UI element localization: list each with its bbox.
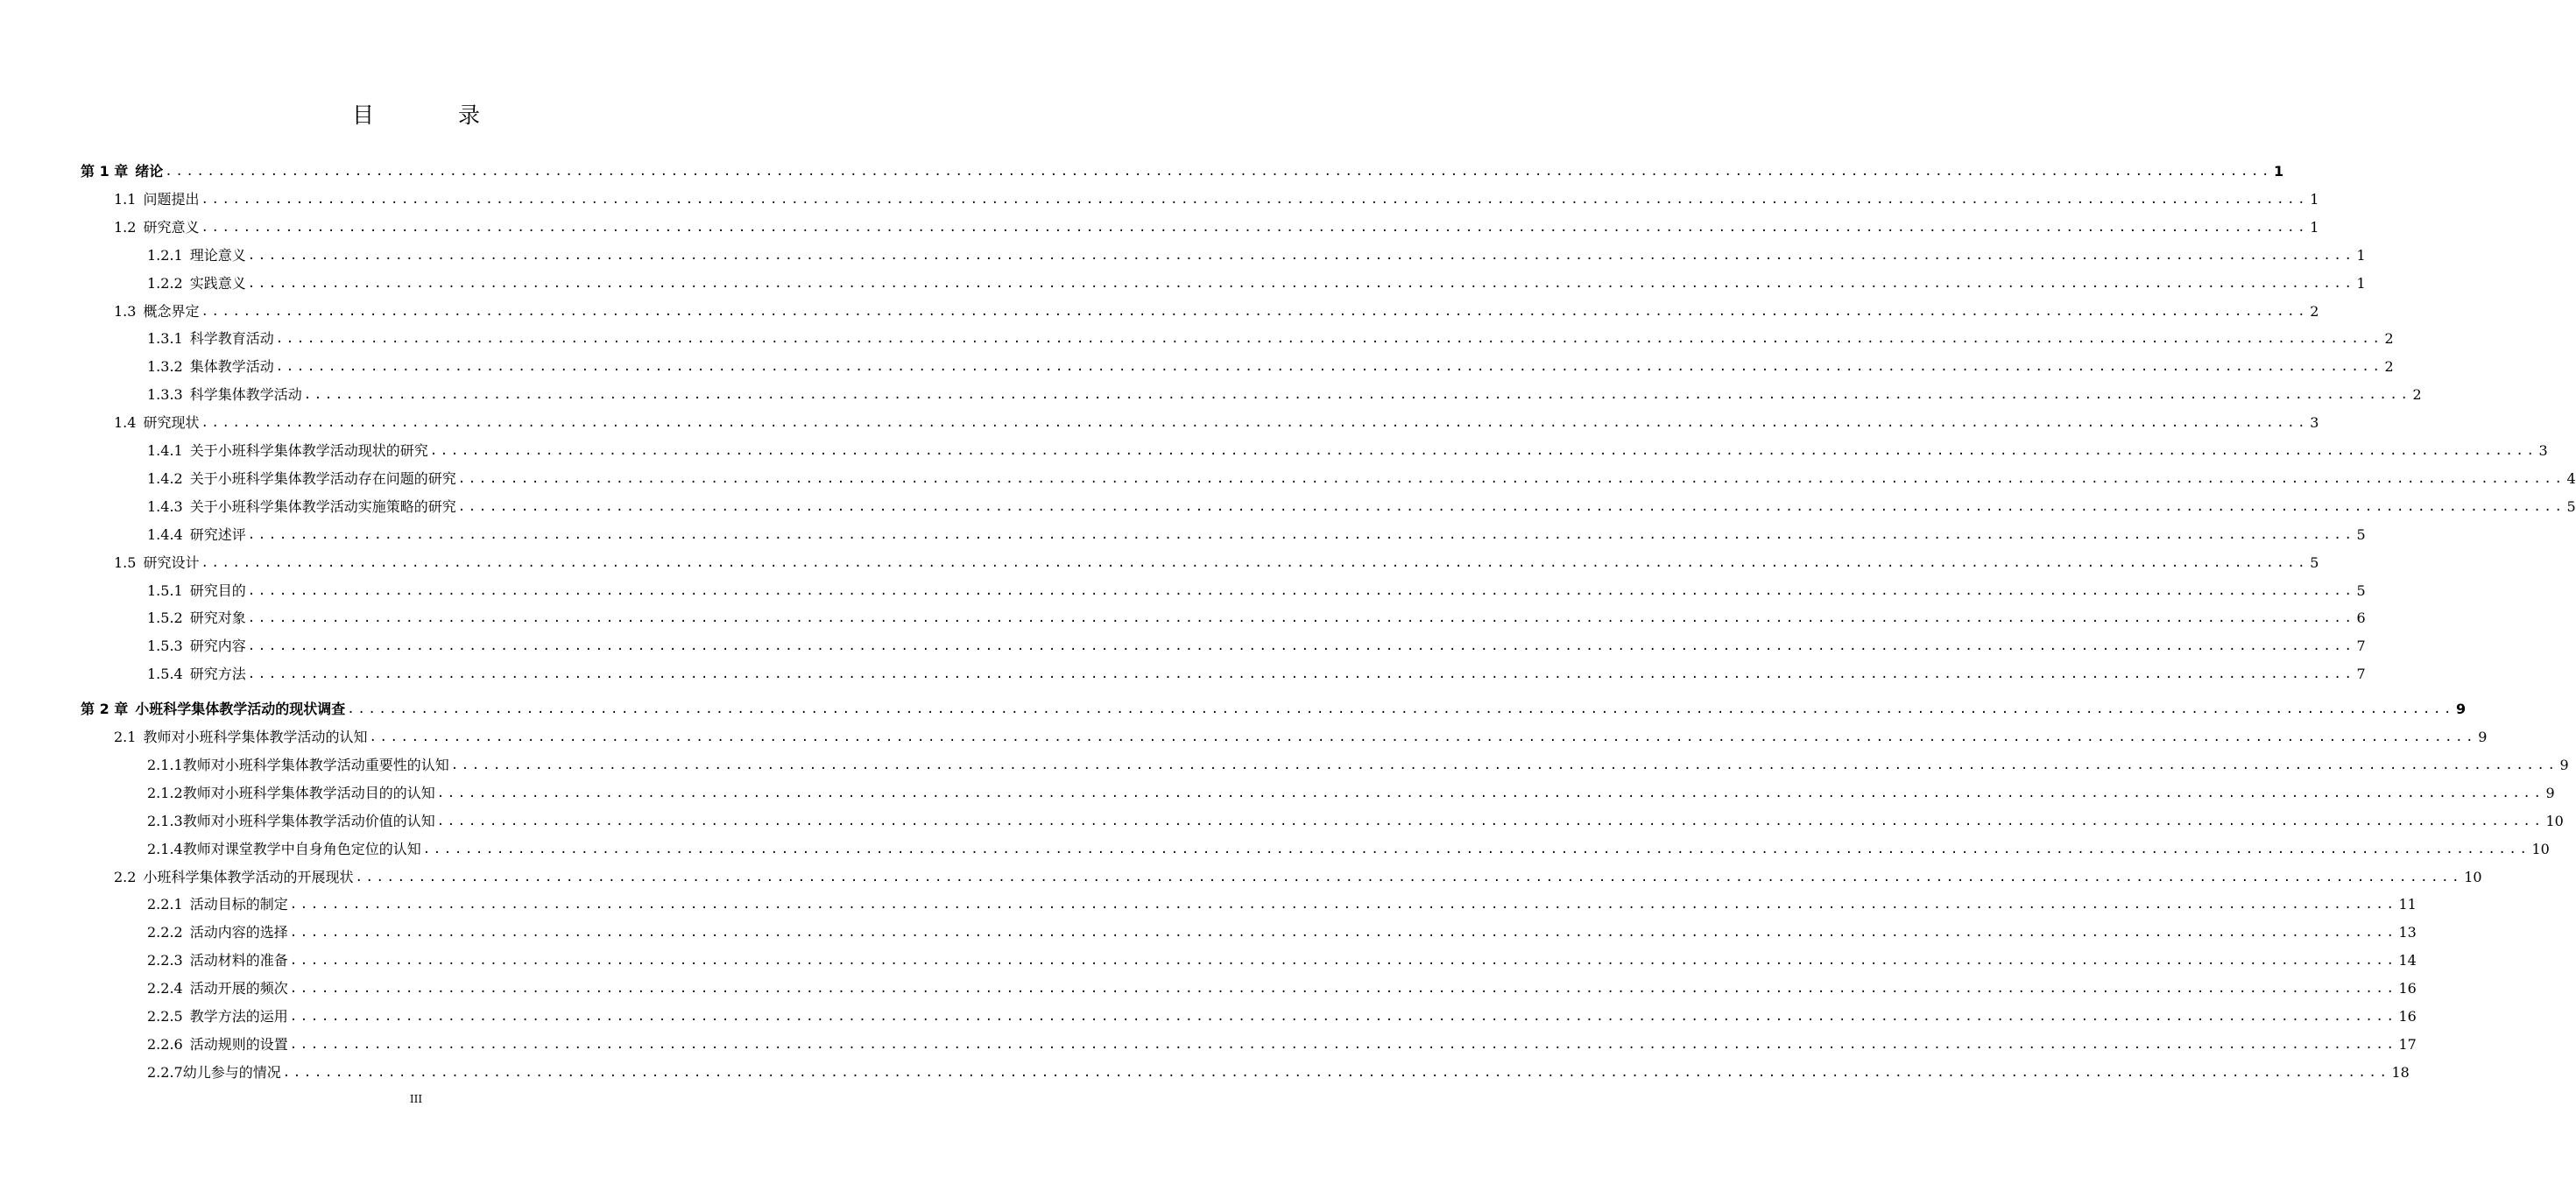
- toc-subsection-entry[interactable]: [147, 242, 2366, 270]
- toc-entry-title: 小班科学集体教学活动的开展现状: [143, 868, 354, 885]
- toc-entry-page-number: 2: [2310, 302, 2319, 320]
- toc-entry-number: 2.2.5: [147, 1008, 183, 1025]
- toc-entry-page-number: 2: [2412, 386, 2422, 404]
- toc-entry-number: 2.2: [114, 868, 137, 885]
- toc-entry-title: 集体教学活动: [189, 358, 274, 376]
- toc-entry-number: 2.1.3: [147, 812, 183, 829]
- toc-section-entry[interactable]: [114, 863, 2482, 892]
- toc-leader-dots: ........................................................................................................................................................................................................: [436, 786, 2544, 800]
- toc-subsection-entry[interactable]: [147, 919, 2417, 947]
- toc-leader-dots: ........................................................................................................................................................................................................: [289, 926, 2397, 941]
- toc-entry-title: 科学教育活动: [189, 330, 274, 348]
- toc-entry-number: 2.2.3: [147, 952, 183, 969]
- toc-entry-number: 1.2: [114, 218, 137, 236]
- toc-subsection-entry[interactable]: [147, 751, 2569, 779]
- toc-subsection-entry[interactable]: [147, 807, 2564, 835]
- toc-entry-number: 1.4.1: [147, 442, 183, 459]
- toc-leader-dots: ........................................................................................................................................................................................................: [347, 702, 2455, 717]
- toc-leader-dots: ........................................................................................................................................................................................................: [201, 555, 2309, 570]
- toc-entry-title: 教师对小班科学集体教学活动目的的认知: [182, 784, 435, 801]
- toc-entry-number: 1.2.1: [147, 246, 183, 264]
- toc-entry-number: 1.5.3: [147, 638, 183, 655]
- toc-entry-page-number: 9: [2545, 784, 2555, 801]
- toc-subsection-entry[interactable]: [147, 891, 2417, 919]
- toc-subsection-entry[interactable]: [147, 270, 2366, 298]
- toc-leader-dots: ........................................................................................................................................................................................................: [247, 639, 2355, 654]
- toc-entry-number: 1.1: [114, 190, 137, 208]
- toc-subsection-entry[interactable]: [147, 632, 2366, 660]
- toc-entry-title: 绪论: [135, 163, 164, 180]
- toc-entry-number: 1.3.1: [147, 330, 183, 348]
- toc-leader-dots: ........................................................................................................................................................................................................: [275, 360, 2383, 375]
- toc-entry-page-number: 13: [2398, 924, 2417, 941]
- toc-entry-number: 1.4.3: [147, 497, 183, 515]
- toc-leader-dots: ........................................................................................................................................................................................................: [201, 192, 2309, 207]
- toc-entry-page-number: 3: [2310, 414, 2319, 432]
- toc-subsection-entry[interactable]: [147, 577, 2366, 605]
- toc-leader-dots: ........................................................................................................................................................................................................: [422, 842, 2530, 856]
- toc-entry-page-number: 3: [2538, 442, 2548, 459]
- toc-entry-title: 关于小班科学集体教学活动实施策略的研究: [189, 497, 456, 515]
- toc-entry-page-number: 11: [2398, 896, 2417, 913]
- toc-leader-dots: ........................................................................................................................................................................................................: [247, 583, 2355, 598]
- toc-entry-number: 2.2.4: [147, 980, 183, 997]
- toc-leader-dots: ........................................................................................................................................................................................................: [275, 332, 2383, 347]
- toc-chapter-entry[interactable]: [81, 158, 2284, 186]
- toc-entry-title: 研究目的: [189, 581, 246, 599]
- toc-entry-page-number: 5: [2310, 553, 2319, 571]
- toc-entry-title: 研究意义: [143, 218, 200, 236]
- toc-subsection-entry[interactable]: [147, 521, 2366, 549]
- toc-entry-title: 科学集体教学活动: [189, 386, 302, 404]
- toc-leader-dots: ........................................................................................................................................................................................................: [201, 304, 2309, 319]
- toc-entry-title: 教师对小班科学集体教学活动重要性的认知: [182, 756, 449, 773]
- toc-leader-dots: ........................................................................................................................................................................................................: [457, 471, 2565, 486]
- toc-entry-title: 研究述评: [189, 525, 246, 543]
- toc-entry-page-number: 5: [2356, 525, 2366, 543]
- toc-entry-title: 活动开展的频次: [189, 980, 288, 997]
- toc-section-entry[interactable]: [114, 409, 2319, 437]
- toc-entry-title: 关于小班科学集体教学活动现状的研究: [189, 442, 428, 459]
- toc-subsection-entry[interactable]: [147, 325, 2394, 353]
- toc-entry-title: 研究现状: [143, 414, 200, 432]
- toc-entry-page-number: 9: [2456, 701, 2467, 718]
- toc-subsection-entry[interactable]: [147, 660, 2366, 688]
- toc-entry-page-number: 6: [2356, 610, 2366, 627]
- toc-entry-title: 研究对象: [189, 610, 246, 627]
- toc-subsection-entry[interactable]: [147, 1003, 2417, 1031]
- toc-entry-page-number: 10: [2464, 868, 2482, 885]
- toc-entry-number: 1.5: [114, 553, 137, 571]
- toc-leader-dots: ........................................................................................................................................................................................................: [289, 898, 2397, 913]
- toc-entry-page-number: 4: [2566, 469, 2576, 487]
- toc-entry-page-number: 10: [2545, 812, 2564, 829]
- toc-subsection-entry[interactable]: [147, 1059, 2410, 1087]
- toc-entry-title: 活动材料的准备: [189, 952, 288, 969]
- footer-page-number: III: [409, 1093, 423, 1105]
- toc-subsection-entry[interactable]: [147, 604, 2366, 632]
- toc-entry-number: 1.4: [114, 414, 137, 432]
- toc-subsection-entry[interactable]: [147, 779, 2555, 807]
- toc-section-entry[interactable]: [114, 214, 2319, 242]
- toc-entry-title: 教师对小班科学集体教学活动的认知: [143, 729, 368, 745]
- toc-entry-title: 问题提出: [143, 190, 200, 208]
- toc-leader-dots: ........................................................................................................................................................................................................: [282, 1065, 2390, 1080]
- toc-subsection-entry[interactable]: [147, 465, 2576, 493]
- toc-subsection-entry[interactable]: [147, 437, 2548, 465]
- toc-subsection-entry[interactable]: [147, 835, 2550, 863]
- toc-entry-title: 关于小班科学集体教学活动存在问题的研究: [189, 469, 456, 487]
- toc-entry-number: 2.1: [114, 729, 137, 745]
- toc-entry-title: 教师对课堂教学中自身角色定位的认知: [182, 840, 421, 857]
- toc-leader-dots: ........................................................................................................................................................................................................: [289, 1010, 2397, 1024]
- toc-entry-page-number: 7: [2356, 666, 2366, 683]
- toc-leader-dots: ........................................................................................................................................................................................................: [201, 220, 2309, 235]
- toc-entry-number: 第 1 章: [81, 163, 129, 180]
- toc-section-entry[interactable]: [114, 549, 2319, 577]
- toc-entry-page-number: 17: [2398, 1035, 2417, 1053]
- toc-leader-dots: ........................................................................................................................................................................................................: [457, 499, 2565, 514]
- toc-entry-page-number: 1: [2310, 190, 2319, 208]
- toc-subsection-entry[interactable]: [147, 947, 2417, 975]
- toc-entry-title: 活动规则的设置: [189, 1035, 288, 1053]
- toc-entry-title: 概念界定: [143, 302, 200, 320]
- toc-leader-dots: ........................................................................................................................................................................................................: [450, 758, 2558, 772]
- toc-leader-dots: ........................................................................................................................................................................................................: [355, 870, 2463, 885]
- toc-section-entry[interactable]: [114, 723, 2488, 751]
- toc-entry-page-number: 16: [2398, 1008, 2417, 1025]
- toc-entry-page-number: 18: [2391, 1063, 2410, 1081]
- toc-subsection-entry[interactable]: [147, 353, 2394, 381]
- toc-entry-number: 1.3: [114, 302, 137, 320]
- toc-entry-number: 1.2.2: [147, 274, 183, 292]
- toc-entry-number: 2.2.6: [147, 1035, 183, 1053]
- toc-entry-page-number: 2: [2384, 358, 2394, 376]
- toc-entry-page-number: 1: [2356, 246, 2366, 264]
- toc-entry-number: 1.5.4: [147, 666, 183, 683]
- toc-entry-title: 小班科学集体教学活动的现状调查: [135, 701, 346, 718]
- toc-entry-title: 教师对小班科学集体教学活动价值的认知: [182, 812, 435, 829]
- toc-entry-page-number: 9: [2478, 729, 2488, 745]
- toc-leader-dots: ........................................................................................................................................................................................................: [247, 667, 2355, 682]
- toc-entry-page-number: 16: [2398, 980, 2417, 997]
- toc-leader-dots: ........................................................................................................................................................................................................: [289, 1037, 2397, 1052]
- toc-leader-dots: ........................................................................................................................................................................................................: [247, 611, 2355, 626]
- toc-leader-dots: ........................................................................................................................................................................................................: [247, 248, 2355, 263]
- toc-leader-dots: ........................................................................................................................................................................................................: [247, 276, 2355, 291]
- toc-entry-title: 研究内容: [189, 638, 246, 655]
- toc-entry-number: 2.2.1: [147, 896, 183, 913]
- toc-entry-page-number: 7: [2356, 638, 2366, 655]
- toc-subsection-entry[interactable]: [147, 1031, 2417, 1059]
- toc-entry-number: 2.2.2: [147, 924, 183, 941]
- toc-entry-page-number: 10: [2531, 840, 2550, 857]
- toc-leader-dots: ........................................................................................................................................................................................................: [429, 444, 2537, 458]
- toc-chapter-entry[interactable]: [81, 695, 2467, 723]
- toc-entry-title: 理论意义: [189, 246, 246, 264]
- toc-leader-dots: ........................................................................................................................................................................................................: [436, 814, 2544, 828]
- toc-entry-page-number: 1: [2310, 218, 2319, 236]
- toc-leader-dots: ........................................................................................................................................................................................................: [369, 730, 2477, 744]
- toc-entry-title: 实践意义: [189, 274, 246, 292]
- toc-entry-page-number: 2: [2384, 330, 2394, 348]
- toc-entry-number: 1.5.1: [147, 581, 183, 599]
- toc-section-entry[interactable]: [114, 298, 2319, 326]
- toc-leader-dots: ........................................................................................................................................................................................................: [289, 982, 2397, 997]
- toc-entry-number: 1.3.3: [147, 386, 183, 404]
- toc-leader-dots: ........................................................................................................................................................................................................: [165, 165, 2273, 179]
- toc-entry-page-number: 14: [2398, 952, 2417, 969]
- toc-section-entry[interactable]: [114, 186, 2319, 214]
- toc-entry-title: 研究设计: [143, 553, 200, 571]
- toc-leader-dots: ........................................................................................................................................................................................................: [303, 388, 2411, 403]
- toc-entry-number: 2.1.1: [147, 756, 183, 773]
- toc-entry-number: 1.4.4: [147, 525, 183, 543]
- toc-entry-page-number: 1: [2274, 163, 2284, 180]
- toc-leader-dots: ........................................................................................................................................................................................................: [289, 954, 2397, 969]
- toc-subsection-entry[interactable]: [147, 975, 2417, 1003]
- toc-entry-title: 研究方法: [189, 666, 246, 683]
- toc-entry-number: 2.2.7: [147, 1063, 183, 1081]
- toc-entry-title: 活动目标的制定: [189, 896, 288, 913]
- toc-entry-title: 活动内容的选择: [189, 924, 288, 941]
- toc-entry-page-number: 1: [2356, 274, 2366, 292]
- toc-entry-number: 1.4.2: [147, 469, 183, 487]
- toc-entry-title: 幼儿参与的情况: [182, 1063, 281, 1081]
- toc-entry-number: 2.1.4: [147, 840, 183, 857]
- toc-leader-dots: ........................................................................................................................................................................................................: [247, 527, 2355, 542]
- toc-leader-dots: ........................................................................................................................................................................................................: [201, 416, 2309, 431]
- toc-subsection-entry[interactable]: [147, 381, 2422, 409]
- toc-entry-page-number: 5: [2356, 581, 2366, 599]
- toc-entry-number: 2.1.2: [147, 784, 183, 801]
- toc-entry-number: 1.3.2: [147, 358, 183, 376]
- toc-entry-title: 教学方法的运用: [189, 1008, 288, 1025]
- toc-entry-page-number: 9: [2559, 756, 2569, 773]
- toc-entry-number: 第 2 章: [81, 701, 129, 718]
- toc-entry-number: 1.5.2: [147, 610, 183, 627]
- toc-subsection-entry[interactable]: [147, 493, 2576, 521]
- toc-entry-page-number: 5: [2566, 497, 2576, 515]
- page-title: 目 录: [352, 102, 519, 128]
